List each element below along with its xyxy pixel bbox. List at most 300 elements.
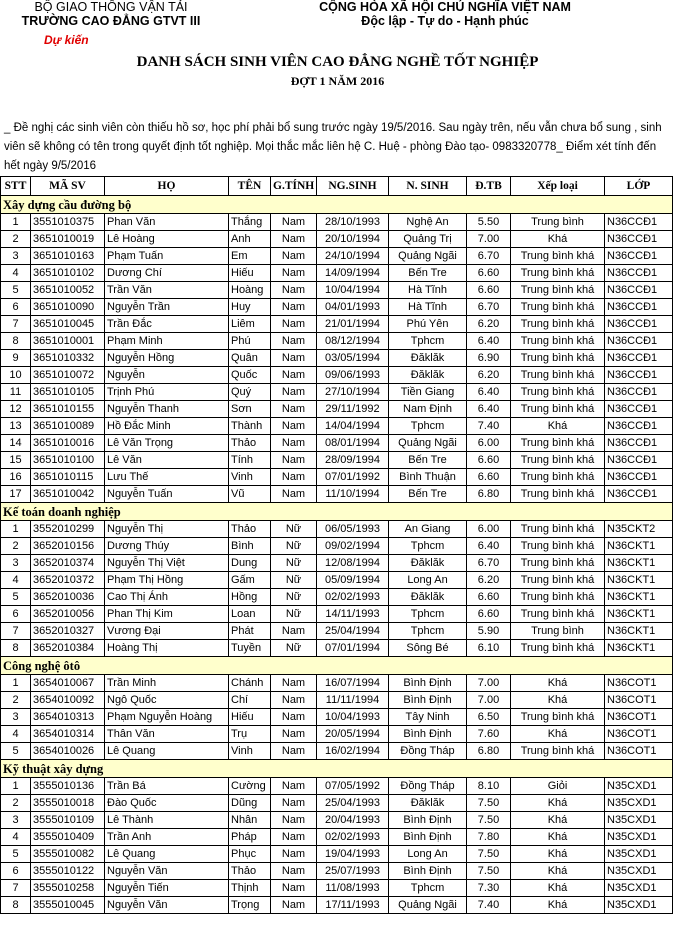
row-class: N35CXD1	[605, 897, 673, 914]
row-given-name: Anh	[229, 231, 271, 248]
row-birth-place: Tây Ninh	[389, 709, 467, 726]
row-birth-date: 07/01/1994	[317, 640, 389, 657]
row-gender: Nam	[271, 726, 317, 743]
section-header-row	[1, 196, 673, 214]
row-stt: 8	[1, 333, 31, 350]
row-surname: Phạm Tuấn	[105, 248, 229, 265]
row-gpa: 7.00	[467, 692, 511, 709]
row-birth-place: Đăklăk	[389, 367, 467, 384]
row-class: N36CKT1	[605, 555, 673, 572]
school-name: TRƯỜNG CAO ĐẲNG GTVT III	[21, 14, 201, 28]
row-birth-date: 08/01/1994	[317, 435, 389, 452]
row-birth-date: 05/09/1994	[317, 572, 389, 589]
row-student-id: 3555010045	[31, 897, 105, 914]
row-class: N36CCĐ1	[605, 384, 673, 401]
row-surname: Trần Văn	[105, 282, 229, 299]
table-row	[1, 863, 673, 880]
row-given-name: Thảo	[229, 521, 271, 538]
row-surname: Nguyễn Trần	[105, 299, 229, 316]
row-birth-place: Tphcm	[389, 623, 467, 640]
row-student-id: 3555010082	[31, 846, 105, 863]
row-stt: 6	[1, 863, 31, 880]
row-given-name: Quý	[229, 384, 271, 401]
row-student-id: 3654010313	[31, 709, 105, 726]
row-gender: Nam	[271, 692, 317, 709]
row-student-id: 3551010375	[31, 214, 105, 231]
row-stt: 17	[1, 486, 31, 503]
row-classification: Khá	[511, 812, 605, 829]
row-gender: Nam	[271, 214, 317, 231]
table-row	[1, 435, 673, 452]
row-birth-date: 25/04/1993	[317, 795, 389, 812]
row-gpa: 7.00	[467, 231, 511, 248]
row-class: N36CCĐ1	[605, 265, 673, 282]
row-gender: Nam	[271, 897, 317, 914]
row-gender: Nam	[271, 350, 317, 367]
row-classification: Trung bình khá	[511, 316, 605, 333]
row-birth-place: Bình Định	[389, 863, 467, 880]
row-class: N36CCĐ1	[605, 316, 673, 333]
row-gpa: 6.40	[467, 384, 511, 401]
row-student-id: 3555010409	[31, 829, 105, 846]
row-given-name: Phát	[229, 623, 271, 640]
row-gender: Nam	[271, 231, 317, 248]
header-classification: Xếp loại	[511, 177, 605, 196]
row-classification: Khá	[511, 726, 605, 743]
table-row	[1, 692, 673, 709]
row-classification: Trung bình khá	[511, 640, 605, 657]
table-row	[1, 778, 673, 795]
row-birth-place: Tphcm	[389, 538, 467, 555]
row-student-id: 3651010090	[31, 299, 105, 316]
row-gender: Nữ	[271, 538, 317, 555]
row-class: N35CXD1	[605, 880, 673, 897]
table-body	[1, 196, 673, 914]
row-gpa: 6.20	[467, 316, 511, 333]
row-surname: Nguyễn Văn	[105, 897, 229, 914]
row-birth-place: Tphcm	[389, 418, 467, 435]
row-surname: Phan Văn	[105, 214, 229, 231]
row-gender: Nam	[271, 452, 317, 469]
section-title: Kỹ thuật xây dựng	[1, 760, 673, 778]
row-birth-date: 07/01/1992	[317, 469, 389, 486]
table-row	[1, 469, 673, 486]
row-given-name: Chánh	[229, 675, 271, 692]
table-row	[1, 743, 673, 760]
row-stt: 1	[1, 214, 31, 231]
row-stt: 3	[1, 709, 31, 726]
table-row	[1, 282, 673, 299]
row-classification: Khá	[511, 880, 605, 897]
row-stt: 5	[1, 282, 31, 299]
row-birth-date: 16/02/1994	[317, 743, 389, 760]
row-student-id: 3555010122	[31, 863, 105, 880]
table-row	[1, 367, 673, 384]
row-student-id: 3651010052	[31, 282, 105, 299]
row-student-id: 3651010072	[31, 367, 105, 384]
row-birth-place: Hà Tĩnh	[389, 282, 467, 299]
table-row	[1, 572, 673, 589]
row-surname: Đào Quốc	[105, 795, 229, 812]
row-classification: Khá	[511, 897, 605, 914]
row-class: N35CXD1	[605, 829, 673, 846]
row-birth-date: 20/10/1994	[317, 231, 389, 248]
row-gpa: 6.40	[467, 401, 511, 418]
row-classification: Trung bình khá	[511, 401, 605, 418]
row-gpa: 8.10	[467, 778, 511, 795]
row-birth-date: 20/04/1993	[317, 812, 389, 829]
row-surname: Nguyễn	[105, 367, 229, 384]
row-class: N36CCĐ1	[605, 486, 673, 503]
row-stt: 4	[1, 726, 31, 743]
table-row	[1, 589, 673, 606]
row-birth-date: 09/06/1993	[317, 367, 389, 384]
row-gpa: 6.40	[467, 333, 511, 350]
table-row	[1, 606, 673, 623]
row-gpa: 7.00	[467, 675, 511, 692]
row-classification: Khá	[511, 418, 605, 435]
row-surname: Trần Anh	[105, 829, 229, 846]
row-stt: 11	[1, 384, 31, 401]
row-birth-place: Quảng Trị	[389, 231, 467, 248]
row-given-name: Vinh	[229, 469, 271, 486]
row-birth-place: Tphcm	[389, 333, 467, 350]
header-birth-place: N. SINH	[389, 177, 467, 196]
draft-label: Dự kiến	[44, 33, 89, 47]
row-gpa: 6.20	[467, 367, 511, 384]
table-row	[1, 248, 673, 265]
row-classification: Trung bình	[511, 214, 605, 231]
row-class: N36CKT1	[605, 623, 673, 640]
row-given-name: Hiếu	[229, 709, 271, 726]
row-given-name: Cường	[229, 778, 271, 795]
row-surname: Nguyễn Tuấn	[105, 486, 229, 503]
row-class: N36CKT1	[605, 589, 673, 606]
row-gender: Nữ	[271, 521, 317, 538]
row-birth-date: 21/01/1994	[317, 316, 389, 333]
row-given-name: Tuyền	[229, 640, 271, 657]
table-row	[1, 486, 673, 503]
row-birth-place: Nghệ An	[389, 214, 467, 231]
row-birth-date: 27/10/1994	[317, 384, 389, 401]
row-birth-date: 25/04/1994	[317, 623, 389, 640]
row-gender: Nam	[271, 709, 317, 726]
row-classification: Trung bình khá	[511, 299, 605, 316]
table-row	[1, 640, 673, 657]
row-classification: Khá	[511, 829, 605, 846]
row-birth-date: 25/07/1993	[317, 863, 389, 880]
row-given-name: Hiếu	[229, 265, 271, 282]
row-student-id: 3651010045	[31, 316, 105, 333]
row-gpa: 6.70	[467, 299, 511, 316]
row-class: N35CXD1	[605, 863, 673, 880]
row-gender: Nam	[271, 675, 317, 692]
row-classification: Khá	[511, 675, 605, 692]
row-gender: Nam	[271, 469, 317, 486]
row-gpa: 6.60	[467, 469, 511, 486]
row-given-name: Pháp	[229, 829, 271, 846]
row-birth-date: 19/04/1993	[317, 846, 389, 863]
row-class: N36CKT1	[605, 572, 673, 589]
row-classification: Trung bình khá	[511, 248, 605, 265]
row-surname: Trần Minh	[105, 675, 229, 692]
row-classification: Trung bình khá	[511, 435, 605, 452]
section-title: Xây dựng cầu đường bộ	[1, 196, 673, 214]
row-stt: 13	[1, 418, 31, 435]
row-gender: Nữ	[271, 555, 317, 572]
table-row	[1, 880, 673, 897]
row-stt: 6	[1, 606, 31, 623]
table-row	[1, 623, 673, 640]
row-surname: Lê Thành	[105, 812, 229, 829]
row-birth-date: 02/02/1993	[317, 829, 389, 846]
row-stt: 3	[1, 248, 31, 265]
row-given-name: Em	[229, 248, 271, 265]
row-given-name: Hoàng	[229, 282, 271, 299]
row-gpa: 7.50	[467, 795, 511, 812]
row-classification: Trung bình khá	[511, 555, 605, 572]
row-class: N36CCĐ1	[605, 469, 673, 486]
row-stt: 7	[1, 316, 31, 333]
header-stt: STT	[1, 177, 31, 196]
row-surname: Ngô Quốc	[105, 692, 229, 709]
row-gender: Nữ	[271, 589, 317, 606]
row-stt: 1	[1, 521, 31, 538]
row-gender: Nam	[271, 248, 317, 265]
row-stt: 2	[1, 795, 31, 812]
row-surname: Lê Văn Trọng	[105, 435, 229, 452]
section-header-row	[1, 760, 673, 778]
section-title: Kế toán doanh nghiệp	[1, 503, 673, 521]
row-surname: Nguyễn Tiến	[105, 880, 229, 897]
row-stt: 4	[1, 829, 31, 846]
row-birth-date: 07/05/1992	[317, 778, 389, 795]
row-gender: Nam	[271, 333, 317, 350]
row-stt: 8	[1, 640, 31, 657]
row-classification: Trung bình khá	[511, 282, 605, 299]
row-given-name: Gấm	[229, 572, 271, 589]
row-birth-place: Đăklăk	[389, 555, 467, 572]
row-given-name: Phú	[229, 333, 271, 350]
row-surname: Phạm Minh	[105, 333, 229, 350]
table-row	[1, 299, 673, 316]
row-birth-date: 06/05/1993	[317, 521, 389, 538]
row-class: N36CKT1	[605, 538, 673, 555]
row-given-name: Quốc	[229, 367, 271, 384]
row-class: N36COT1	[605, 743, 673, 760]
section-header-row	[1, 503, 673, 521]
row-class: N35CXD1	[605, 778, 673, 795]
row-birth-date: 11/08/1993	[317, 880, 389, 897]
ministry-header	[6, 0, 216, 28]
row-class: N36CCĐ1	[605, 435, 673, 452]
row-given-name: Dung	[229, 555, 271, 572]
row-birth-date: 03/05/1994	[317, 350, 389, 367]
row-student-id: 3555010136	[31, 778, 105, 795]
row-birth-date: 28/09/1994	[317, 452, 389, 469]
row-birth-place: Đồng Tháp	[389, 743, 467, 760]
row-stt: 4	[1, 572, 31, 589]
table-row	[1, 555, 673, 572]
row-surname: Nguyễn Hồng	[105, 350, 229, 367]
row-classification: Trung bình khá	[511, 367, 605, 384]
row-given-name: Sơn	[229, 401, 271, 418]
row-class: N35CXD1	[605, 812, 673, 829]
row-stt: 8	[1, 897, 31, 914]
row-given-name: Vinh	[229, 743, 271, 760]
row-surname: Thân Văn	[105, 726, 229, 743]
row-gpa: 6.90	[467, 350, 511, 367]
row-class: N36CCĐ1	[605, 248, 673, 265]
row-stt: 7	[1, 623, 31, 640]
row-surname: Nguyễn Văn	[105, 863, 229, 880]
table-row	[1, 384, 673, 401]
row-surname: Trịnh Phú	[105, 384, 229, 401]
row-student-id: 3652010056	[31, 606, 105, 623]
row-stt: 2	[1, 231, 31, 248]
row-given-name: Hồng	[229, 589, 271, 606]
row-birth-place: Bình Định	[389, 692, 467, 709]
row-classification: Khá	[511, 231, 605, 248]
row-birth-place: Sông Bé	[389, 640, 467, 657]
row-gender: Nam	[271, 795, 317, 812]
row-gpa: 7.50	[467, 846, 511, 863]
row-given-name: Phục	[229, 846, 271, 863]
row-stt: 2	[1, 692, 31, 709]
row-surname: Lê Hoàng	[105, 231, 229, 248]
row-birth-date: 14/04/1994	[317, 418, 389, 435]
row-birth-place: Bến Tre	[389, 265, 467, 282]
row-birth-place: Quảng Ngãi	[389, 897, 467, 914]
row-gpa: 5.90	[467, 623, 511, 640]
row-given-name: Bình	[229, 538, 271, 555]
row-birth-date: 11/10/1994	[317, 486, 389, 503]
header-birth-date: NG.SINH	[317, 177, 389, 196]
row-gender: Nam	[271, 265, 317, 282]
row-stt: 3	[1, 555, 31, 572]
document-title: DANH SÁCH SINH VIÊN CAO ĐẲNG NGHỀ TỐT NGHIỆP	[136, 54, 539, 70]
row-birth-date: 20/05/1994	[317, 726, 389, 743]
row-gpa: 7.40	[467, 418, 511, 435]
row-gender: Nam	[271, 812, 317, 829]
row-stt: 4	[1, 265, 31, 282]
section-header-row	[1, 657, 673, 675]
row-given-name: Thịnh	[229, 880, 271, 897]
row-student-id: 3651010019	[31, 231, 105, 248]
row-class: N36CCĐ1	[605, 282, 673, 299]
row-stt: 10	[1, 367, 31, 384]
row-gender: Nam	[271, 299, 317, 316]
row-classification: Khá	[511, 795, 605, 812]
table-row	[1, 675, 673, 692]
row-student-id: 3651010001	[31, 333, 105, 350]
row-classification: Trung bình khá	[511, 589, 605, 606]
row-birth-place: Bình Định	[389, 675, 467, 692]
row-gender: Nữ	[271, 572, 317, 589]
row-stt: 1	[1, 778, 31, 795]
row-birth-place: Tphcm	[389, 606, 467, 623]
table-row	[1, 846, 673, 863]
row-student-id: 3651010089	[31, 418, 105, 435]
row-student-id: 3651010100	[31, 452, 105, 469]
document-subtitle: ĐỢT 1 NĂM 2016	[290, 74, 385, 88]
row-stt: 9	[1, 350, 31, 367]
row-class: N35CXD1	[605, 846, 673, 863]
header-gpa: Đ.TB	[467, 177, 511, 196]
row-surname: Lưu Thế	[105, 469, 229, 486]
row-gender: Nam	[271, 282, 317, 299]
header-gender: G.TÍNH	[271, 177, 317, 196]
row-birth-date: 04/01/1993	[317, 299, 389, 316]
row-given-name: Loan	[229, 606, 271, 623]
table-row	[1, 316, 673, 333]
row-birth-place: Quảng Ngãi	[389, 248, 467, 265]
row-student-id: 3552010299	[31, 521, 105, 538]
row-surname: Nguyễn Thanh	[105, 401, 229, 418]
row-birth-place: Bình Định	[389, 726, 467, 743]
row-birth-place: Đăklăk	[389, 589, 467, 606]
table-row	[1, 812, 673, 829]
row-birth-place: Bình Định	[389, 812, 467, 829]
row-birth-date: 10/04/1994	[317, 282, 389, 299]
row-student-id: 3555010109	[31, 812, 105, 829]
row-surname: Nguyễn Thị Việt	[105, 555, 229, 572]
row-birth-place: Phú Yên	[389, 316, 467, 333]
table-row	[1, 214, 673, 231]
row-birth-place: Nam Định	[389, 401, 467, 418]
row-class: N36CCĐ1	[605, 367, 673, 384]
row-birth-place: Đăklăk	[389, 795, 467, 812]
row-gender: Nữ	[271, 606, 317, 623]
row-birth-place: Tphcm	[389, 880, 467, 897]
row-surname: Trần Bá	[105, 778, 229, 795]
row-student-id: 3651010016	[31, 435, 105, 452]
national-motto: Độc lập - Tự do - Hạnh phúc	[361, 14, 529, 28]
row-gender: Nam	[271, 435, 317, 452]
row-stt: 15	[1, 452, 31, 469]
row-birth-place: Tiền Giang	[389, 384, 467, 401]
row-student-id: 3651010105	[31, 384, 105, 401]
table-row	[1, 265, 673, 282]
row-birth-place: Long An	[389, 846, 467, 863]
row-birth-date: 14/11/1993	[317, 606, 389, 623]
row-gender: Nam	[271, 418, 317, 435]
row-gpa: 6.10	[467, 640, 511, 657]
row-student-id: 3652010372	[31, 572, 105, 589]
row-class: N36COT1	[605, 675, 673, 692]
row-class: N36CCĐ1	[605, 299, 673, 316]
row-birth-place: Đăklăk	[389, 350, 467, 367]
row-surname: Dương Thúy	[105, 538, 229, 555]
row-birth-date: 08/12/1994	[317, 333, 389, 350]
row-gpa: 6.70	[467, 248, 511, 265]
row-classification: Trung bình	[511, 623, 605, 640]
row-surname: Phạm Nguyễn Hoàng	[105, 709, 229, 726]
row-given-name: Tính	[229, 452, 271, 469]
row-classification: Trung bình khá	[511, 521, 605, 538]
ministry-name: BỘ GIAO THÔNG VẬN TẢI	[34, 0, 188, 14]
row-student-id: 3651010102	[31, 265, 105, 282]
row-gender: Nam	[271, 778, 317, 795]
row-given-name: Thắng	[229, 214, 271, 231]
table-row	[1, 538, 673, 555]
row-gpa: 7.80	[467, 829, 511, 846]
row-classification: Trung bình khá	[511, 486, 605, 503]
row-class: N36CCĐ1	[605, 231, 673, 248]
row-gpa: 6.70	[467, 555, 511, 572]
row-classification: Trung bình khá	[511, 265, 605, 282]
row-given-name: Thành	[229, 418, 271, 435]
